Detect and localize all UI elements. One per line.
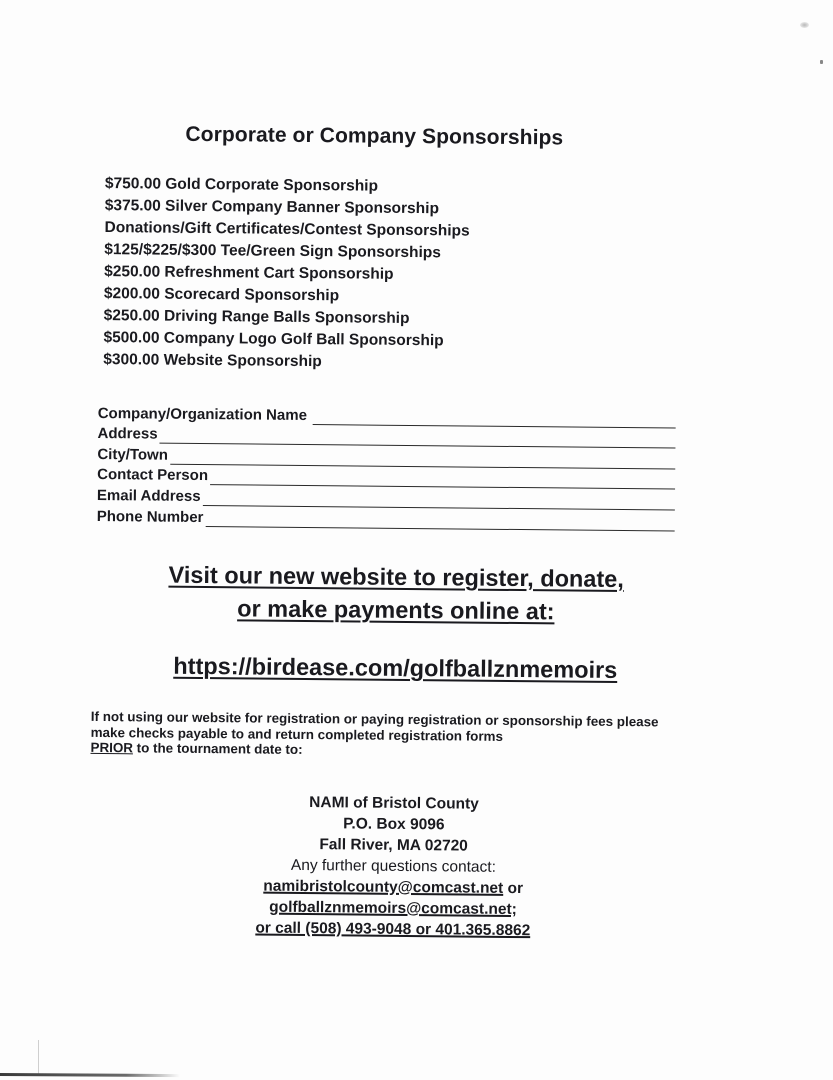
city-town-label: City/Town bbox=[97, 445, 168, 464]
sponsorship-item: $200.00 Scorecard Sponsorship bbox=[103, 285, 340, 305]
phone-number-field[interactable] bbox=[205, 513, 674, 532]
sponsorship-item: $300.00 Website Sponsorship bbox=[103, 351, 322, 371]
sponsorship-item: $375.00 Silver Company Banner Sponsorship bbox=[104, 197, 440, 218]
questions-label: Any further questions contact: bbox=[290, 856, 497, 876]
sponsorship-item: $125/$225/$300 Tee/Green Sign Sponsorships bbox=[104, 241, 441, 262]
website-url-link[interactable]: https://birdease.com/golfballznmemoirs bbox=[173, 652, 618, 683]
sponsorship-item: $500.00 Company Logo Golf Ball Sponsorship bbox=[103, 329, 444, 350]
payment-instructions-text: If not using our website for registration or paying registration or sponsorship fees please make checks payable to and return completed registration forms bbox=[90, 708, 659, 744]
email-link-golfballz[interactable]: golfballznmemoirs@comcast.net; bbox=[269, 898, 517, 919]
website-callout-line1: Visit our new website to register, donate, bbox=[168, 561, 624, 593]
page-title: Corporate or Company Sponsorships bbox=[185, 122, 564, 150]
po-box: P.O. Box 9096 bbox=[343, 815, 445, 834]
sponsorship-item: $250.00 Refreshment Cart Sponsorship bbox=[104, 263, 394, 283]
company-name-label: Company/Organization Name bbox=[97, 404, 308, 424]
payment-instructions-text-end: to the tournament date to: bbox=[132, 740, 303, 757]
city-state-zip: Fall River, MA 02720 bbox=[319, 836, 468, 855]
website-callout bbox=[96, 558, 697, 630]
org-name: NAMI of Bristol County bbox=[309, 794, 479, 813]
website-callout-line2: or make payments online at: bbox=[237, 595, 555, 625]
sponsorship-item: $750.00 Gold Corporate Sponsorship bbox=[104, 175, 379, 195]
phone-number-label: Phone Number bbox=[96, 507, 204, 526]
contact-person-label: Contact Person bbox=[97, 466, 209, 485]
email-link-nami[interactable]: namibristolcounty@comcast.net bbox=[263, 877, 504, 897]
or-separator: or bbox=[503, 879, 524, 898]
phone-contact: or call (508) 493-9048 or 401.365.8862 bbox=[255, 919, 531, 940]
sponsorship-item: $250.00 Driving Range Balls Sponsorship bbox=[103, 307, 410, 327]
sponsorship-list bbox=[103, 173, 470, 374]
sponsor-form bbox=[97, 402, 678, 531]
sponsorship-item: Donations/Gift Certificates/Contest Sponsorships bbox=[104, 219, 470, 240]
prior-emphasis: PRIOR bbox=[90, 739, 134, 756]
mailing-address bbox=[173, 791, 614, 942]
address-label: Address bbox=[97, 425, 158, 443]
payment-instructions bbox=[90, 709, 690, 761]
email-address-label: Email Address bbox=[96, 486, 201, 505]
